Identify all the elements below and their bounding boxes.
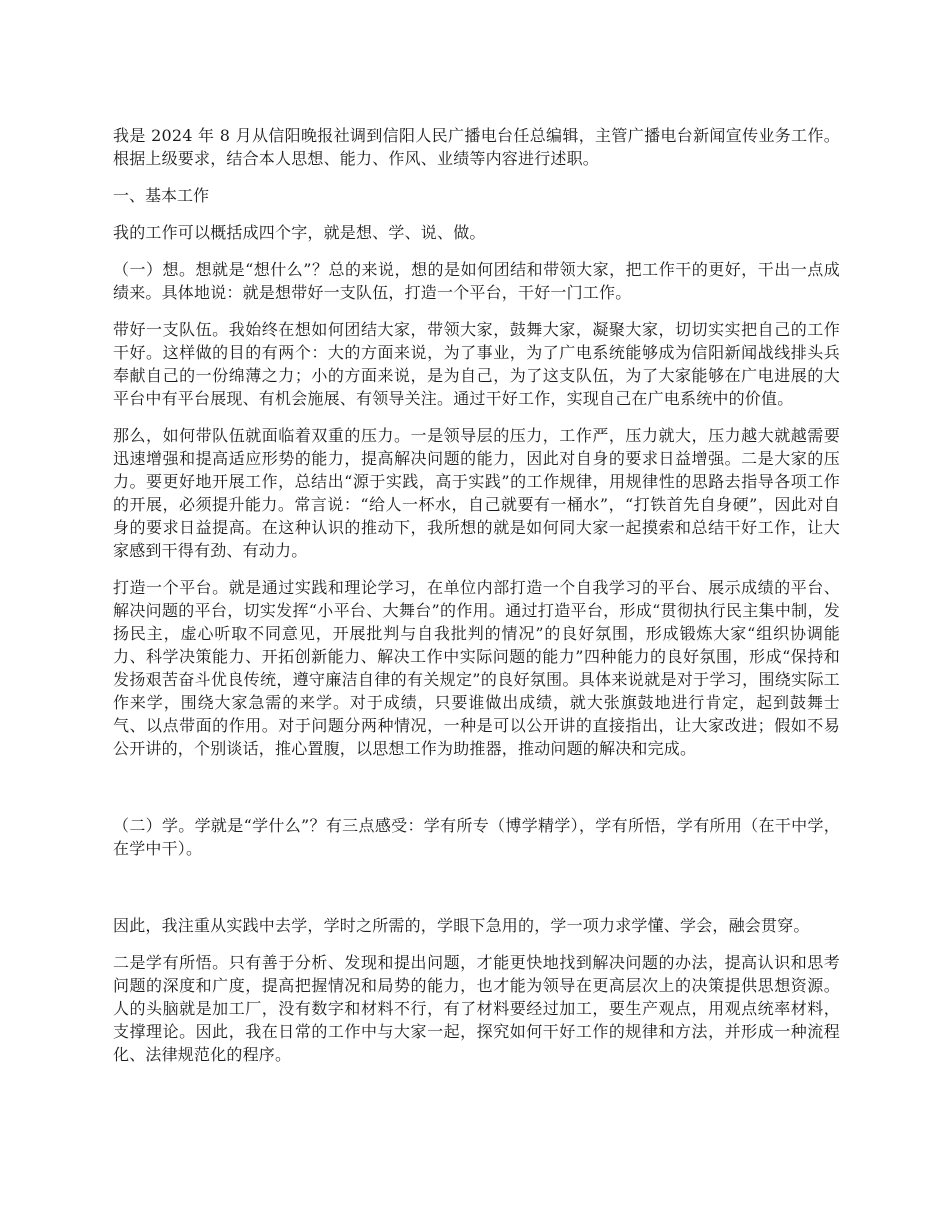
section-heading-basic-work: 一、基本工作 (113, 186, 210, 205)
paragraph-gap (113, 774, 840, 814)
paragraph-gap (113, 874, 840, 914)
intro-paragraph: 我是 2024 年 8 月从信阳晚报社调到信阳人民广播电台任总编辑，主管广播电台新闻宣传业务工作。根据上级要求，结合本人思想、能力、作风、业绩等内容进行述职。 (113, 126, 840, 168)
platform-paragraph: 打造一个平台。就是通过实践和理论学习，在单位内部打造一个自我学习的平台、展示成绩的平台、解决问题的平台，切实发挥“小平台、大舞台”的作用。通过打造平台，形成“贯彻执行民主集中制，发扬民主，虚心听取不同意见，开展批判与自我批判的情况”的良好氛围，形成锻炼大家“组织协调能力、科学决策能力、开拓创新能力、解决工作中实际问题的能力”四种能力的良好氛围，形成“保持和发扬艰苦奋斗优良传统，遵守廉洁自律的有关规定”的良好氛围。具体来说就是对于学习，围绕实际工作来学，围绕大家急需的来学。对于成绩，只要谁做出成绩，就大张旗鼓地进行肯定，起到鼓舞士气、以点带面的作用。对于问题分两种情况，一种是可以公开讲的直接指出，让大家改进；假如不易公开讲的，个别谈话，推心置腹，以思想工作为助推器，推动问题的解决和完成。 (113, 578, 840, 758)
learn-paragraph: （二）学。学就是“学什么”？有三点感受：学有所专（博学精学），学有所悟，学有所用（在干中学，在学中干）。 (113, 816, 840, 858)
insight-paragraph: 二是学有所悟。只有善于分析、发现和提出问题，才能更快地找到解决问题的办法，提高认识和思考问题的深度和广度，提高把握情况和局势的能力，也才能为领导在更高层次上的决策提供思想资源。人的头脑就是加工厂，没有数字和材料不行，有了材料要经过加工，要生产观点，用观点统率材料，支撑理论。因此，我在日常的工作中与大家一起，探究如何干好工作的规律和方法，并形成一种流程化、法律规范化的程序。 (113, 953, 840, 1064)
practice-paragraph: 因此，我注重从实践中去学，学时之所需的，学眼下急用的，学一项力求学懂、学会，融会贯穿。 (113, 916, 810, 935)
think-paragraph: （一）想。想就是“想什么”？总的来说，想的是如何团结和带领大家，把工作干的更好，干出一点成绩来。具体地说：就是想带好一支队伍，打造一个平台，干好一门工作。 (113, 260, 840, 302)
pressure-paragraph: 那么，如何带队伍就面临着双重的压力。一是领导层的压力，工作严，压力就大，压力越大就越需要迅速增强和提高适应形势的能力，提高解决问题的能力，因此对自身的要求日益增强。二是大家的压力。要更好地开展工作，总结出“源于实践，高于实践”的工作规律，用规律性的思路去指导各项工作的开展，必须提升能力。常言说：“给人一杯水，自己就要有一桶水”，“打铁首先自身硬”，因此对自身的要求日益提高。在这种认识的推动下，我所想的就是如何同大家一起摸索和总结干好工作，让大家感到干得有劲、有动力。 (113, 426, 840, 560)
summary-paragraph: 我的工作可以概括成四个字，就是想、学、说、做。 (113, 223, 486, 242)
document-body (113, 124, 840, 1080)
team-paragraph: 带好一支队伍。我始终在想如何团结大家，带领大家，鼓舞大家，凝聚大家，切切实实把自己的工作干好。这样做的目的有两个：大的方面来说，为了事业，为了广电系统能够成为信阳新闻战线排头兵奉献自己的一份绵薄之力；小的方面来说，是为自己，为了这支队伍，为了大家能够在广电进展的大平台中有平台展现、有机会施展、有领导关注。通过干好工作，实现自己在广电系统中的价值。 (113, 320, 840, 408)
